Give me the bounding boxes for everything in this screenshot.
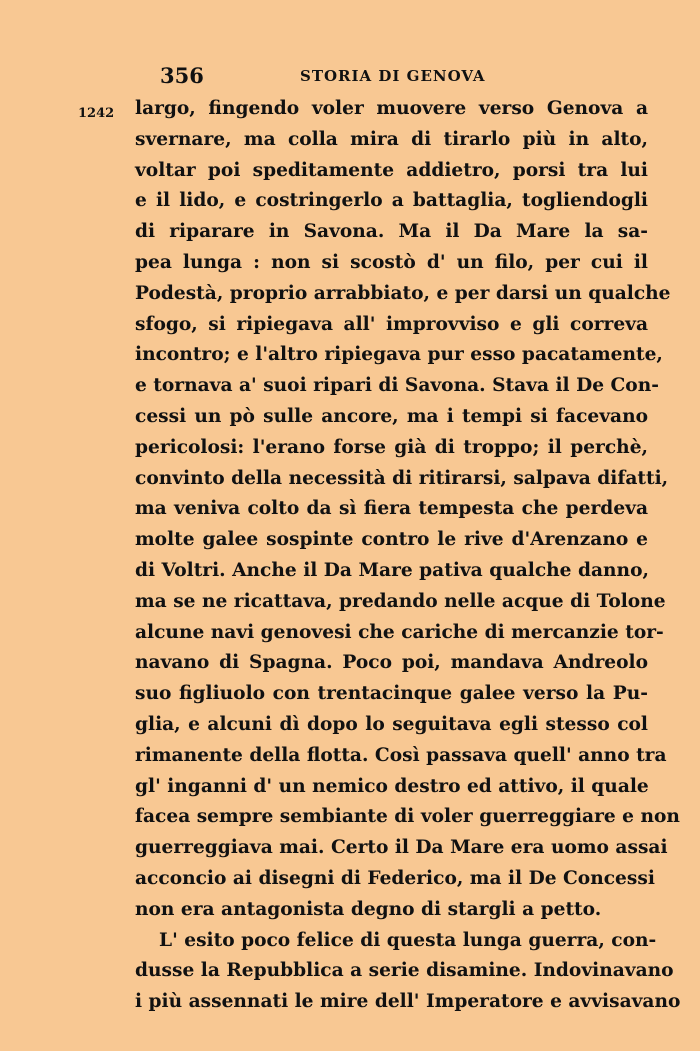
text-line: facea sempre sembiante di voler guerreggiare e non — [135, 806, 680, 828]
text-line: guerreggiava mai. Certo il Da Mare era uomo assai — [135, 837, 668, 859]
text-line: largo, fingendo voler muovere verso Genova a — [135, 98, 648, 119]
page-header — [160, 63, 500, 93]
text-line: Podestà, proprio arrabbiato, e per darsi un qualche — [135, 282, 671, 304]
text-line: sfogo, si ripiegava all' improvviso e gli correva — [135, 313, 648, 335]
text-line: rimanente della flotta. Così passava quell' anno tra — [135, 744, 667, 766]
text-line: navano di Spagna. Poco poi, mandava Andreolo — [135, 652, 648, 674]
page-number: 356 — [160, 63, 204, 88]
text-line: ma se ne ricattava, predando nelle acque di Tolone — [135, 590, 666, 612]
paragraph-end-line: non era antagonista degno di stargli a petto. — [135, 898, 602, 920]
text-line: pea lunga : non si scostò d' un filo, per cui il — [135, 251, 648, 273]
text-line: gl' inganni d' un nemico destro ed attivo, il quale — [135, 775, 649, 797]
text-line: cessi un pò sulle ancore, ma i tempi si facevano — [135, 405, 648, 427]
text-line: ma veniva colto da sì fiera tempesta che perdeva — [135, 498, 648, 520]
text-line: svernare, ma colla mira di tirarlo più in alto, — [135, 128, 648, 150]
text-line: di riparare in Savona. Ma il Da Mare la sa- — [135, 221, 648, 243]
text-line: molte galee sospinte contro le rive d'Arenzano e — [135, 529, 648, 551]
text-line: e il lido, e costringerlo a battaglia, togliendogli — [135, 190, 648, 212]
text-line: i più assennati le mire dell' Imperatore e avvisavano — [135, 991, 681, 1013]
text-line: acconcio ai disegni di Federico, ma il De Concessi — [135, 867, 655, 889]
text-line: dusse la Repubblica a serie disamine. Indovinavano — [135, 960, 674, 982]
body-text — [135, 94, 681, 1018]
text-line: alcune navi genovesi che cariche di mercanzie tor- — [135, 621, 664, 643]
margin-year-note: 1242 — [78, 106, 115, 121]
text-line: suo figliuolo con trentacinque galee verso la Pu- — [135, 683, 648, 705]
text-line: glia, e alcuni dì dopo lo seguitava egli stesso col — [135, 713, 648, 735]
text-line: voltar poi speditamente addietro, porsi tra lui — [135, 159, 648, 181]
text-line: convinto della necessità di ritirarsi, salpava difatti, — [135, 467, 669, 489]
text-line: incontro; e l'altro ripiegava pur esso pacatamente, — [135, 344, 663, 366]
text-line: pericolosi: l'erano forse già di troppo; il perchè, — [135, 436, 648, 458]
paragraph-start-line: L' esito poco felice di questa lunga guerra, con- — [159, 929, 657, 951]
text-line: di Voltri. Anche il Da Mare pativa qualche danno, — [135, 559, 649, 581]
text-line: e tornava a' suoi ripari di Savona. Stava il De Con- — [135, 375, 659, 397]
running-title: STORIA DI GENOVA — [300, 67, 486, 85]
